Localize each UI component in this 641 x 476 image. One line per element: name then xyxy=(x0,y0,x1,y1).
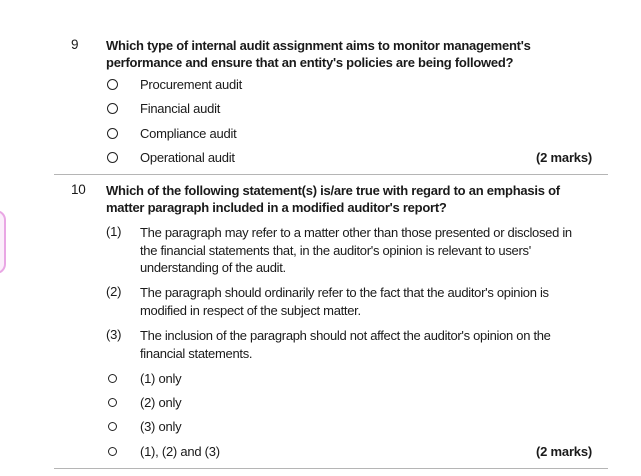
statement-number: (3) xyxy=(106,327,122,342)
radio-button[interactable] xyxy=(107,103,118,114)
statement-text: The inclusion of the paragraph should not affect the auditor's opinion on the financial statements. xyxy=(140,328,551,361)
question-text: Which of the following statement(s) is/are true with regard to an emphasis of matter paragraph included in a modified auditor's report? xyxy=(106,183,560,215)
question-divider xyxy=(54,468,608,469)
option-label: Operational audit xyxy=(140,149,235,165)
option-a[interactable] xyxy=(106,75,242,93)
marks-label: (2 marks) xyxy=(535,444,592,459)
radio-button[interactable] xyxy=(107,79,118,90)
option-label: Compliance audit xyxy=(140,125,237,141)
option-d[interactable] xyxy=(106,148,235,166)
statement-number: (2) xyxy=(106,284,122,299)
statement-number: (1) xyxy=(106,224,122,239)
option-label: (3) only xyxy=(140,418,182,434)
option-d[interactable] xyxy=(106,442,220,460)
option-label: Procurement audit xyxy=(140,76,242,92)
question-divider xyxy=(54,174,608,175)
option-c[interactable] xyxy=(106,124,237,142)
radio-button[interactable] xyxy=(108,398,117,407)
radio-button[interactable] xyxy=(108,374,117,383)
option-label: (1), (2) and (3) xyxy=(140,443,220,459)
question-text: Which type of internal audit assignment aims to monitor management's performance and ensure that an entity's policies are being followed? xyxy=(106,38,531,70)
option-label: (2) only xyxy=(140,394,182,410)
option-label: Financial audit xyxy=(140,100,221,116)
option-b[interactable] xyxy=(106,99,221,117)
page-edge-tab xyxy=(0,210,6,274)
radio-button[interactable] xyxy=(107,128,118,139)
statement-text: The paragraph should ordinarily refer to the fact that the auditor's opinion is modified in respect of the subject matter. xyxy=(140,285,549,318)
statement-text: The paragraph may refer to a matter other than those presented or disclosed in the financial statements that, in the auditor's opinion is relevant to users' understanding of the audit. xyxy=(140,225,572,275)
radio-button[interactable] xyxy=(108,422,117,431)
radio-button[interactable] xyxy=(107,152,118,163)
question-number: 9 xyxy=(71,37,79,52)
marks-label: (2 marks) xyxy=(535,150,592,165)
option-a[interactable] xyxy=(106,369,182,387)
option-c[interactable] xyxy=(106,417,182,435)
option-label: (1) only xyxy=(140,370,182,386)
option-b[interactable] xyxy=(106,393,182,411)
question-number: 10 xyxy=(71,182,86,197)
radio-button[interactable] xyxy=(108,447,117,456)
